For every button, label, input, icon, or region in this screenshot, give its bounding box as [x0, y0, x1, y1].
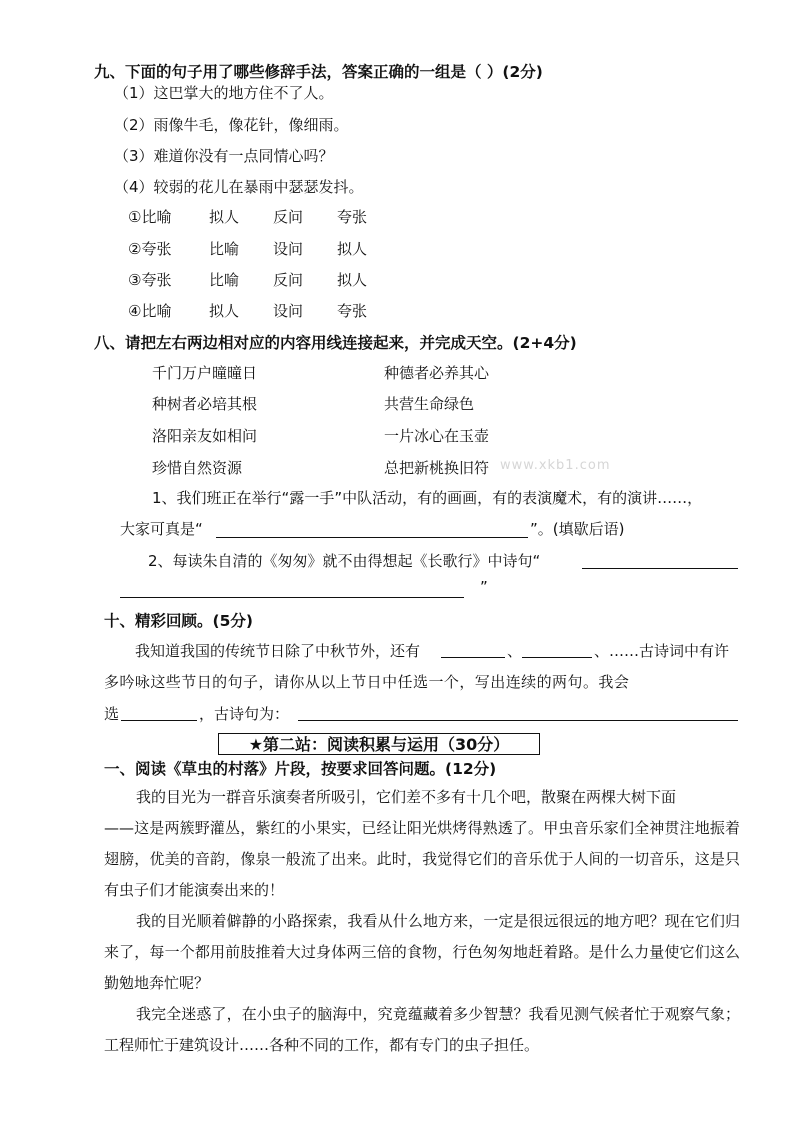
option-cell: 夸张	[337, 208, 368, 226]
q9-title: 九、下面的句子用了哪些修辞手法，答案正确的一组是（ ）(2分)	[94, 63, 543, 81]
q8-fill2-close: ”	[480, 578, 488, 596]
option-cell: 比喻	[209, 271, 240, 289]
reading-para-1-rest: ——这是两簇野灌丛，紫红的小果实，已经让阳光烘烤得熟透了。甲虫音乐家们全神贯注地振着翅膀，优美的音韵，像泉一般流了出来。此时，我觉得它们的音乐优于人间的一切音乐，这是只有虫子们才能演奏出来的！	[104, 819, 740, 899]
reading-passage	[104, 782, 740, 1061]
reading-para-3: 我完全迷惑了，在小虫子的脑海中，究竟蕴藏着多少智慧？我看见测气候者忙于观察气象；工程师忙于建筑设计……各种不同的工作，都有专门的虫子担任。	[104, 1005, 740, 1054]
match-left-4[interactable]: 珍惜自然资源	[152, 459, 243, 477]
q10-line1-c: 、……古诗词中有许	[594, 642, 730, 660]
q10-blank-festival-1[interactable]	[441, 657, 505, 658]
q8-fill1-prompt: 1、我们班正在举行“露一手”中队活动，有的画画，有的表演魔术，有的演讲……，	[152, 489, 703, 507]
option-cell: 拟人	[209, 208, 240, 226]
option-cell: 反问	[273, 208, 304, 226]
reading-title: 一、阅读《草虫的村落》片段，按要求回答问题。(12分)	[104, 760, 497, 778]
q8-fill1-blank[interactable]	[216, 537, 528, 538]
option-cell: 拟人	[337, 271, 368, 289]
q9-sentence-3: （3）难道你没有一点同情心吗？	[114, 147, 334, 165]
watermark: www.xkb1.com	[500, 458, 611, 473]
section-banner: ★第二站：阅读积累与运用（30分）	[218, 733, 540, 755]
q10-line1-a: 我知道我国的传统节日除了中秋节外，还有	[135, 642, 421, 660]
match-right-4[interactable]: 总把新桃换旧符	[384, 459, 490, 477]
option-cell: 反问	[273, 271, 304, 289]
q10-title: 十、精彩回顾。(5分)	[104, 612, 253, 630]
match-right-3[interactable]: 一片冰心在玉壶	[384, 427, 490, 445]
q8-fill1-suffix: ”。(填歇后语)	[530, 520, 625, 538]
q9-sentence-2: （2）雨像牛毛，像花针，像细雨。	[114, 116, 349, 134]
q8-fill2-prompt: 2、每读朱自清的《匆匆》就不由得想起《长歌行》中诗句“	[148, 552, 541, 570]
option-cell: 夸张	[337, 302, 368, 320]
match-left-3[interactable]: 洛阳亲友如相问	[152, 427, 258, 445]
option-cell: ④比喻	[128, 302, 172, 320]
match-left-1[interactable]: 千门万户曈曈日	[152, 364, 258, 382]
q9-sentence-1: （1）这巴掌大的地方住不了人。	[114, 84, 334, 102]
q10-line1-sep: 、	[507, 642, 523, 660]
q8-title: 八、请把左右两边相对应的内容用线连接起来，并完成天空。(2+4分)	[94, 334, 577, 352]
match-right-1[interactable]: 种德者必养其心	[384, 364, 490, 382]
option-cell: 设问	[273, 240, 304, 258]
q10-blank-choice[interactable]	[121, 720, 197, 721]
option-cell: ①比喻	[128, 208, 172, 226]
q8-fill2-blank-2[interactable]	[120, 597, 464, 598]
option-cell: 设问	[273, 302, 304, 320]
match-left-2[interactable]: 种树者必培其根	[152, 395, 258, 413]
q10-blank-festival-2[interactable]	[522, 657, 592, 658]
option-cell: ②夸张	[128, 240, 172, 258]
q10-blank-poem[interactable]	[298, 720, 738, 721]
option-cell: ③夸张	[128, 271, 172, 289]
q8-fill2-blank-1[interactable]	[582, 568, 738, 569]
match-right-2[interactable]: 共营生命绿色	[384, 395, 475, 413]
option-cell: 比喻	[209, 240, 240, 258]
q10-line2: 多吟咏这些节日的句子，请你从以上节日中任选一个，写出连续的两句。我会	[104, 673, 630, 691]
option-cell: 拟人	[337, 240, 368, 258]
q10-line3-a: 选	[104, 705, 120, 723]
option-cell: 拟人	[209, 302, 240, 320]
reading-para-2: 我的目光顺着僻静的小路探索，我看从什么地方来，一定是很远很远的地方吧？现在它们归来了，每一个都用前肢推着大过身体两三倍的食物，行色匆匆地赶着路。是什么力量使它们这么勤勉地奔忙呢？	[104, 912, 740, 992]
q9-sentence-4: （4）较弱的花儿在暴雨中瑟瑟发抖。	[114, 178, 364, 196]
q8-fill1-prefix: 大家可真是“	[120, 520, 203, 538]
reading-para-1-first: 我的目光为一群音乐演奏者所吸引，它们差不多有十几个吧，散聚在两棵大树下面	[136, 788, 677, 806]
q10-line3-b: ，古诗句为：	[199, 705, 290, 723]
